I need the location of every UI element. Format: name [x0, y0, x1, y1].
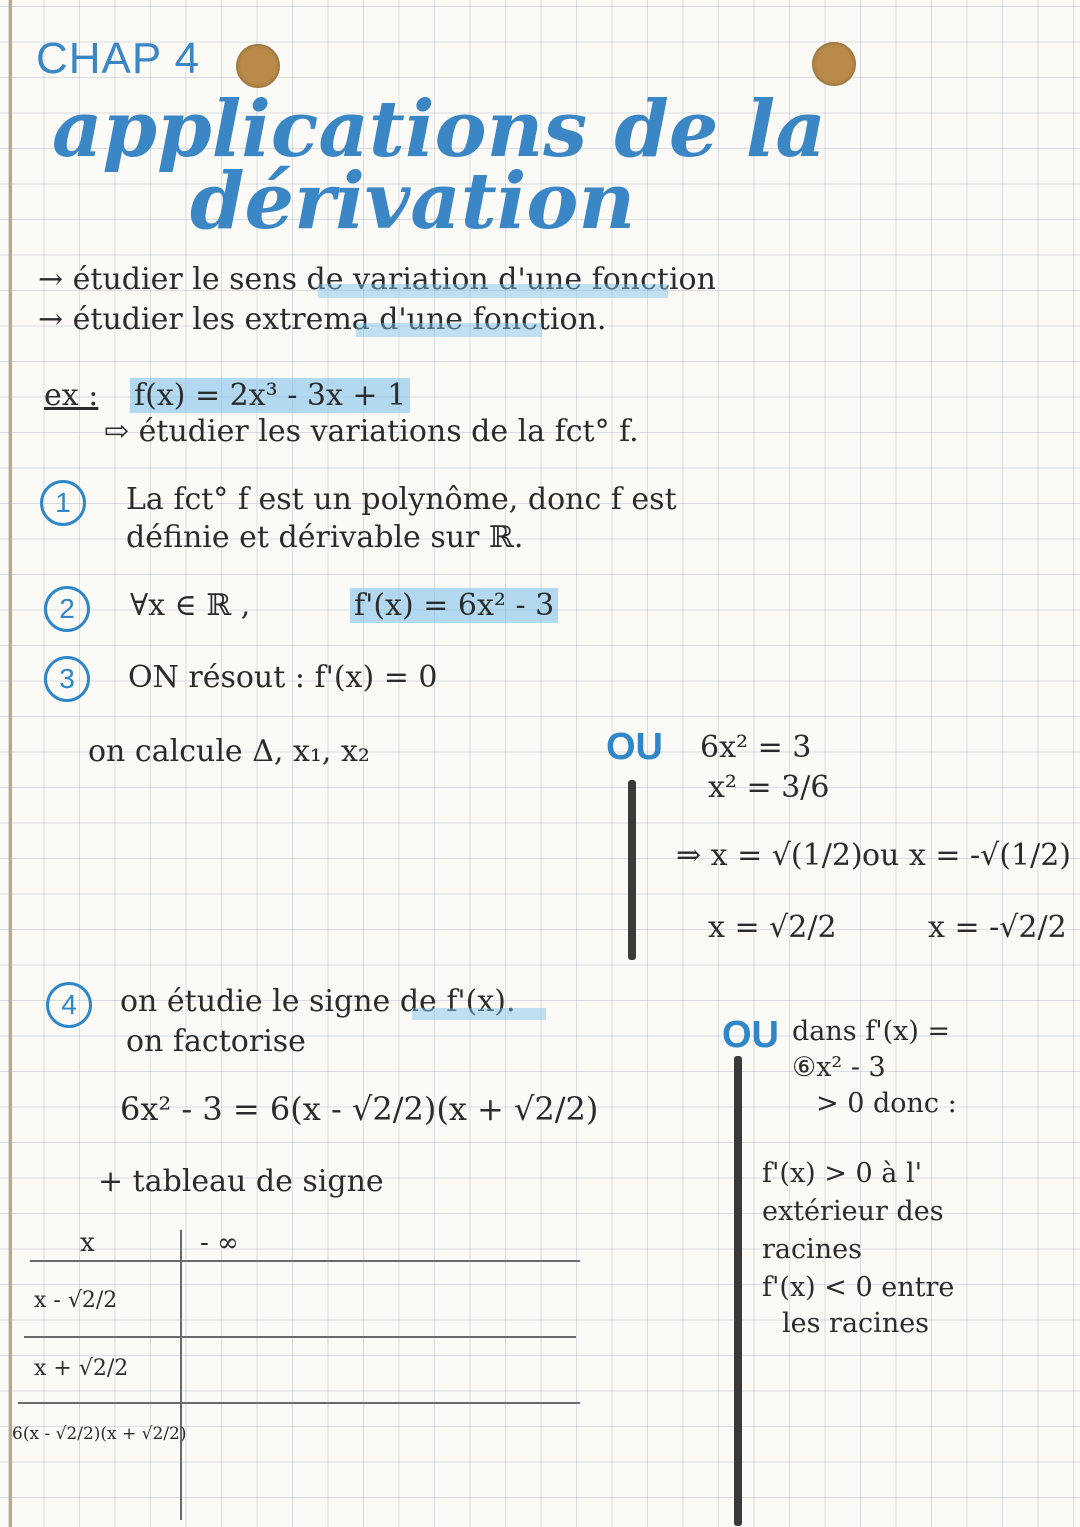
- table-row-product: 6(x - √2/2)(x + √2/2): [12, 1424, 187, 1444]
- example-function: f(x) = 2x³ - 3x + 1: [130, 378, 410, 413]
- binder-hole-left: [236, 44, 280, 88]
- goal-variation: → étudier le sens de variation d'une fonction: [38, 262, 716, 297]
- step-1-badge: 1: [40, 480, 86, 526]
- table-row-factor-1: x - √2/2: [34, 1288, 118, 1313]
- table-line-header: [30, 1260, 580, 1262]
- page-title-line2: dérivation: [190, 156, 636, 247]
- alt-line5: extérieur des: [762, 1196, 944, 1227]
- step-3-badge: 3: [44, 656, 90, 702]
- example-prefix: ex :: [44, 378, 99, 413]
- factorisation: 6x² - 3 = 6(x - √2/2)(x + √2/2): [120, 1090, 599, 1128]
- separator-bar-1: [628, 780, 636, 960]
- step-2-text: ∀x ∈ ℝ ,: [130, 588, 251, 623]
- example-task: ⇨ étudier les variations de la fct° f.: [104, 414, 639, 449]
- table-line-row2: [18, 1402, 580, 1404]
- step-1-line2: définie et dérivable sur ℝ.: [126, 520, 524, 555]
- eq-6x2-3: 6x² = 3: [700, 730, 812, 765]
- eq-x2-3-6: x² = 3/6: [708, 770, 830, 805]
- alt-line6: racines: [762, 1234, 862, 1265]
- alt-line3: > 0 donc :: [816, 1088, 957, 1119]
- alt-line8: les racines: [782, 1308, 930, 1339]
- eq-x-minus-sqrt-half: ou x = -√(1/2): [862, 838, 1071, 873]
- margin-line: [9, 0, 12, 1527]
- separator-bar-2: [734, 1056, 742, 1526]
- step-3-text: ON résout : f'(x) = 0: [128, 660, 438, 695]
- eq-x-minus-root2-over2: x = -√2/2: [928, 910, 1067, 945]
- chapter-label: CHAP 4: [36, 34, 201, 83]
- eq-x-sqrt-half: ⇒ x = √(1/2): [676, 838, 863, 873]
- table-caption: + tableau de signe: [98, 1164, 384, 1199]
- step-2-badge: 2: [44, 586, 90, 632]
- method-delta: on calcule Δ, x₁, x₂: [88, 734, 370, 769]
- step-4-line1: on étudie le signe de f'(x).: [120, 984, 516, 1019]
- table-header-minus-infinity: - ∞: [200, 1228, 239, 1258]
- highlight-extrema: [356, 323, 542, 337]
- or-label-1: OU: [606, 726, 663, 768]
- binder-hole-right: [812, 42, 856, 86]
- alt-line2: ⑥x² - 3: [792, 1052, 886, 1083]
- alt-line4: f'(x) > 0 à l': [762, 1158, 922, 1189]
- eq-x-root2-over2: x = √2/2: [708, 910, 837, 945]
- alt-line1: dans f'(x) =: [792, 1016, 951, 1047]
- step-1-line1: La fct° f est un polynôme, donc f est: [126, 482, 677, 517]
- or-label-2: OU: [722, 1014, 779, 1056]
- step-2-derivative: f'(x) = 6x² - 3: [350, 588, 558, 623]
- page-title-line1: applications de la: [52, 84, 826, 175]
- highlight-sens-de-variation: [318, 284, 668, 298]
- table-line-row1: [24, 1336, 576, 1338]
- table-vertical-divider: [180, 1230, 182, 1520]
- alt-line7: f'(x) < 0 entre: [762, 1272, 955, 1303]
- goal-extrema: → étudier les extrema d'une fonction.: [38, 302, 607, 337]
- step-4-line2: on factorise: [126, 1024, 306, 1059]
- highlight-signe: [412, 1008, 546, 1020]
- table-header-x: x: [80, 1228, 95, 1258]
- step-4-badge: 4: [46, 982, 92, 1028]
- table-row-factor-2: x + √2/2: [34, 1356, 129, 1381]
